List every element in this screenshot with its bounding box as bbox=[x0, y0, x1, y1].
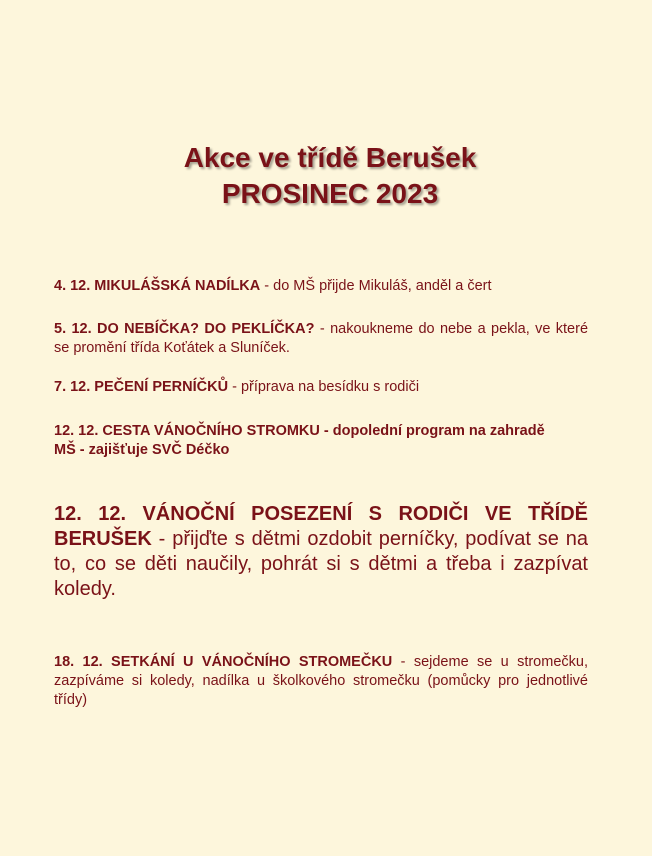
event-heading: 4. 12. MIKULÁŠSKÁ NADÍLKA bbox=[54, 278, 261, 294]
event-heading: 7. 12. PEČENÍ PERNÍČKŮ bbox=[54, 379, 229, 395]
event-text: - do MŠ přijde Mikuláš, anděl a čert bbox=[260, 278, 492, 294]
event-text: - příprava na besídku s rodiči bbox=[228, 379, 420, 395]
event-heading: 12. 12. VÁNOČNÍ POSEZENÍ S RODIČI VE TŘÍDĚ BERUŠEK bbox=[54, 503, 588, 550]
event-heading: 18. 12. SETKÁNÍ U VÁNOČNÍHO STROMEČKU bbox=[54, 654, 393, 670]
poster-title bbox=[80, 140, 580, 212]
event-text: - přijďte s dětmi ozdobit perníčky, podívat se na to, co se děti naučily, pohrát si s dětmi a třeba i zazpívat koledy. bbox=[54, 528, 588, 600]
event-item bbox=[54, 422, 559, 460]
event-heading: 5. 12. DO NEBÍČKA? DO PEKLÍČKA? bbox=[54, 321, 315, 337]
event-item bbox=[54, 378, 588, 397]
event-text: - sejdeme se u stromečku, zazpíváme si koledy, nadílka u školkového stromečku (pomůcky pro jednotlivé třídy) bbox=[54, 654, 588, 708]
title-line-2: PROSINEC 2023 bbox=[221, 178, 439, 209]
event-item bbox=[54, 277, 588, 296]
event-item-highlight bbox=[54, 502, 588, 602]
event-heading: 12. 12. CESTA VÁNOČNÍHO STROMKU - dopolední program na zahradě MŠ - zajišťuje SVČ Déčko bbox=[54, 423, 545, 458]
event-text: - nakoukneme do nebe a pekla, ve které se promění třída Koťátek a Sluníček. bbox=[54, 321, 589, 356]
event-item bbox=[54, 320, 588, 358]
title-line-1: Akce ve třídě Berušek bbox=[183, 142, 477, 173]
event-item bbox=[54, 653, 588, 710]
